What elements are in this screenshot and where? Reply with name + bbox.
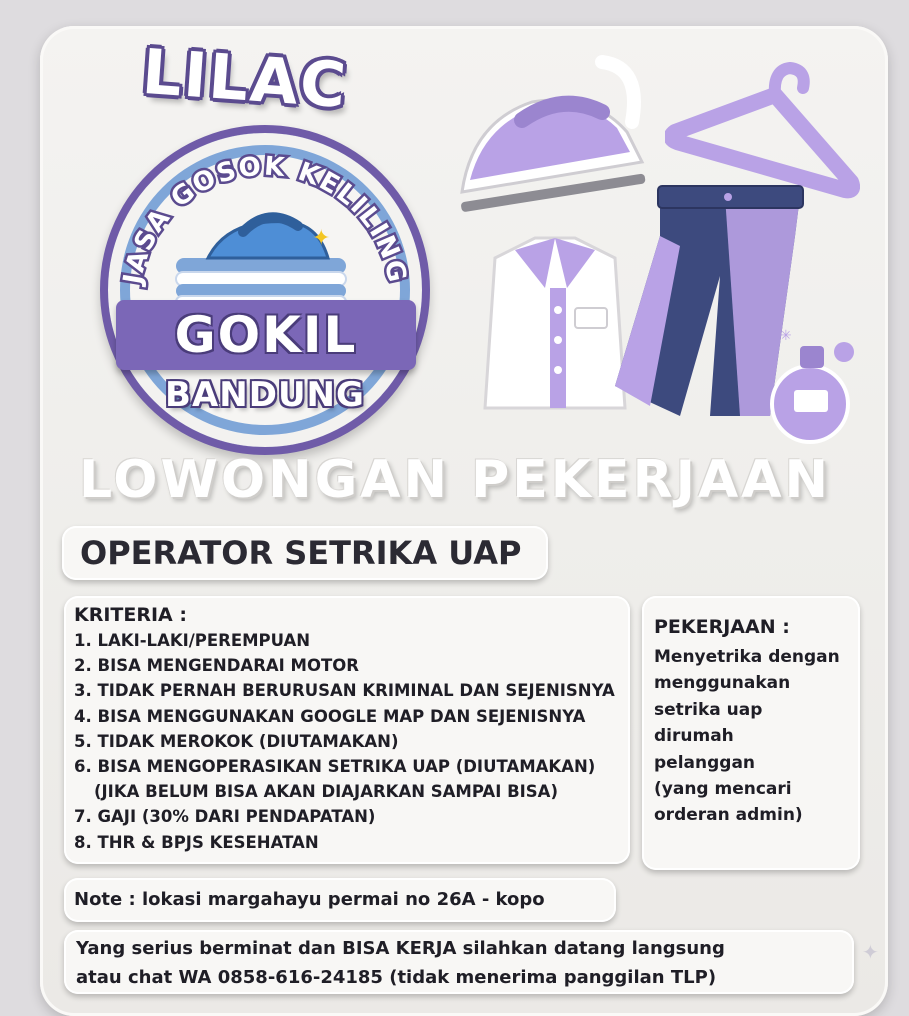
job-line: setrika uap bbox=[654, 699, 763, 720]
position-title: OPERATOR SETRIKA UAP bbox=[62, 526, 548, 580]
criteria-item-note: (JIKA BELUM BISA AKAN DIAJARKAN SAMPAI BISA) bbox=[94, 782, 558, 802]
logo-ribbon-text: GOKIL bbox=[174, 306, 358, 364]
location-note: Note : lokasi margahayu permai no 26A - kopo bbox=[64, 878, 616, 922]
criteria-item: 5. TIDAK MEROKOK (DIUTAMAKAN) bbox=[74, 731, 399, 751]
job-line: pelanggan bbox=[654, 752, 756, 773]
logo-title: LILAC bbox=[139, 34, 351, 123]
job-panel bbox=[642, 596, 860, 870]
contact-line: Yang serius berminat dan BISA KERJA silahkan datang langsung bbox=[76, 938, 725, 959]
corner-sparkle-icon: ✦ bbox=[862, 940, 879, 964]
job-line: orderan admin) bbox=[654, 805, 803, 826]
contact-panel bbox=[64, 930, 854, 994]
criteria-item: 3. TIDAK PERNAH BERURUSAN KRIMINAL DAN SEJENISNYA bbox=[74, 681, 615, 701]
job-line: dirumah bbox=[654, 726, 734, 747]
spray-bottle-icon bbox=[762, 322, 862, 444]
logo-arc-textpath: JASA GOSOK KELILING bbox=[118, 151, 413, 287]
job-line: menggunakan bbox=[654, 673, 791, 694]
svg-text:✳: ✳ bbox=[780, 328, 792, 344]
job-heading: PEKERJAAN : bbox=[654, 616, 790, 638]
sparkle-icon: ✦ bbox=[312, 226, 331, 251]
criteria-item: 1. LAKI-LAKI/PEREMPUAN bbox=[74, 631, 311, 650]
criteria-item: 2. BISA MENGENDARAI MOTOR bbox=[74, 656, 359, 676]
criteria-panel bbox=[64, 596, 630, 864]
contact-line: atau chat WA 0858-616-24185 (tidak menerima panggilan TLP) bbox=[76, 967, 717, 988]
criteria-item: 4. BISA MENGGUNAKAN GOOGLE MAP DAN SEJENISNYA bbox=[74, 706, 586, 726]
headline: LOWONGAN PEKERJAAN bbox=[79, 450, 831, 510]
criteria-item: 6. BISA MENGOPERASIKAN SETRIKA UAP (DIUTAMAKAN) bbox=[74, 757, 596, 777]
criteria-item: 8. THR & BPJS KESEHATAN bbox=[74, 832, 319, 852]
job-line: Menyetrika dengan bbox=[654, 647, 840, 667]
criteria-heading: KRITERIA : bbox=[74, 604, 187, 626]
job-line: (yang mencari bbox=[654, 779, 792, 800]
folded-clothes-icon bbox=[168, 210, 358, 310]
criteria-item: 7. GAJI (30% DARI PENDAPATAN) bbox=[74, 807, 376, 827]
logo-city: BANDUNG bbox=[165, 375, 365, 415]
